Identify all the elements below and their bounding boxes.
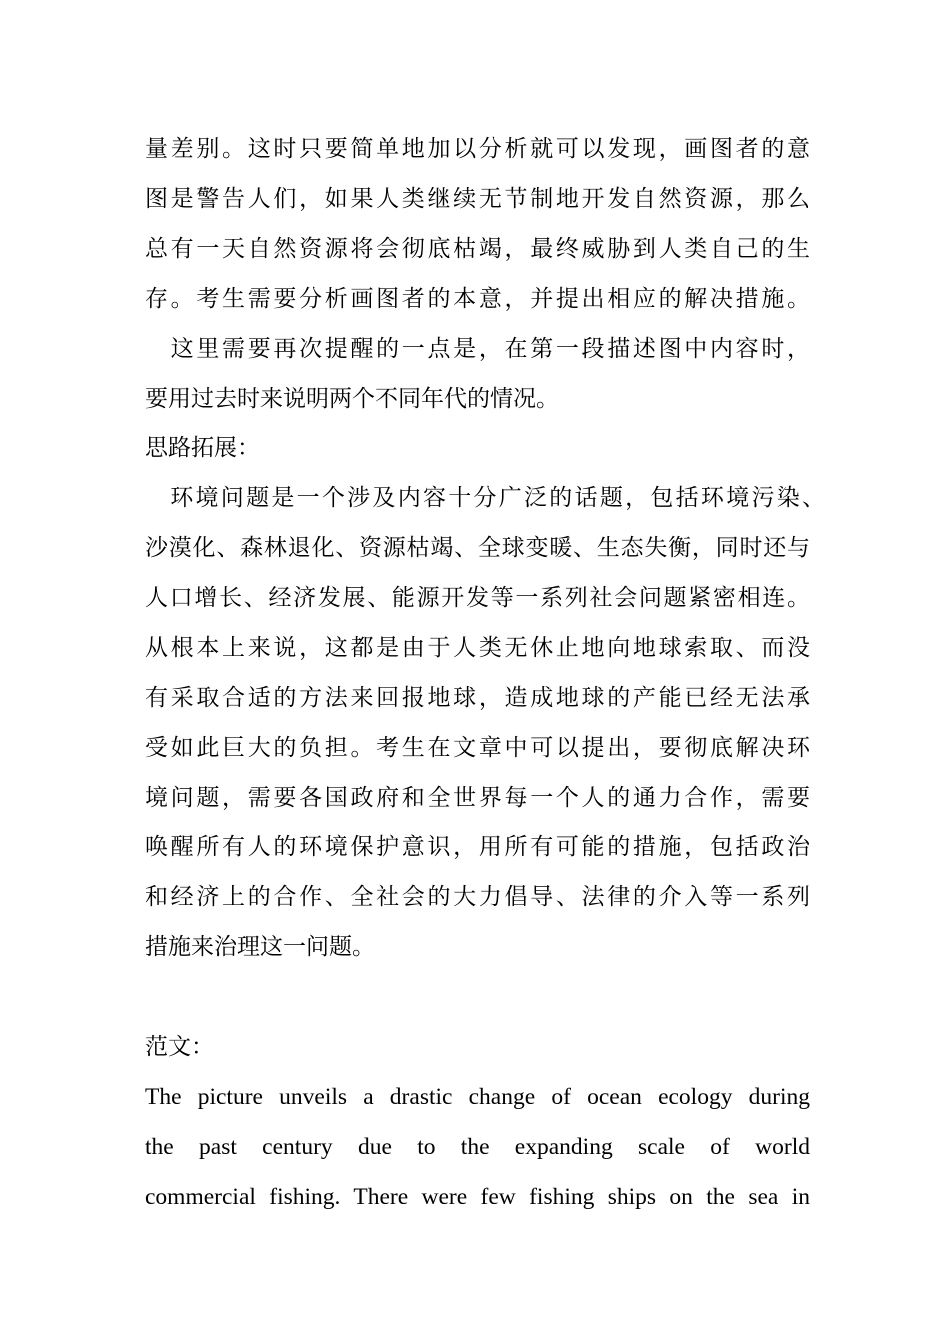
text-line: commercial fishing. There were few fishing ships on the sea in <box>145 1184 810 1210</box>
text-line: 存。考生需要分析画图者的本意，并提出相应的解决措施。 <box>145 286 810 312</box>
text-line: The picture unveils a drastic change of ocean ecology during <box>145 1084 810 1110</box>
text-line: 从根本上来说，这都是由于人类无休止地向地球索取、而没 <box>145 635 810 661</box>
text-line: 受如此巨大的负担。考生在文章中可以提出，要彻底解决环 <box>145 735 810 761</box>
text-line: 要用过去时来说明两个不同年代的情况。 <box>145 386 559 412</box>
text-line: 量差别。这时只要简单地加以分析就可以发现，画图者的意 <box>145 136 810 162</box>
text-line: 唤醒所有人的环境保护意识，用所有可能的措施，包括政治 <box>145 834 810 860</box>
section-heading: 范文： <box>145 1034 214 1060</box>
text-line: 沙漠化、森林退化、资源枯竭、全球变暖、生态失衡，同时还与 <box>145 535 810 561</box>
text-line: 总有一天自然资源将会彻底枯竭，最终威胁到人类自己的生 <box>145 236 810 262</box>
text-line: 这里需要再次提醒的一点是，在第一段描述图中内容时， <box>145 336 810 362</box>
section-heading: 思路拓展： <box>145 435 260 461</box>
text-line: 环境问题是一个涉及内容十分广泛的话题，包括环境污染、 <box>145 485 825 511</box>
text-line: 和经济上的合作、全社会的大力倡导、法律的介入等一系列 <box>145 884 810 910</box>
text-line: the past century due to the expanding scale of world <box>145 1134 810 1160</box>
text-line: 有采取合适的方法来回报地球，造成地球的产能已经无法承 <box>145 685 810 711</box>
text-line: 图是警告人们，如果人类继续无节制地开发自然资源，那么 <box>145 186 810 212</box>
text-line: 境问题，需要各国政府和全世界每一个人的通力合作，需要 <box>145 785 810 811</box>
text-line: 措施来治理这一问题。 <box>145 934 375 960</box>
text-line: 人口增长、经济发展、能源开发等一系列社会问题紧密相连。 <box>145 585 810 611</box>
